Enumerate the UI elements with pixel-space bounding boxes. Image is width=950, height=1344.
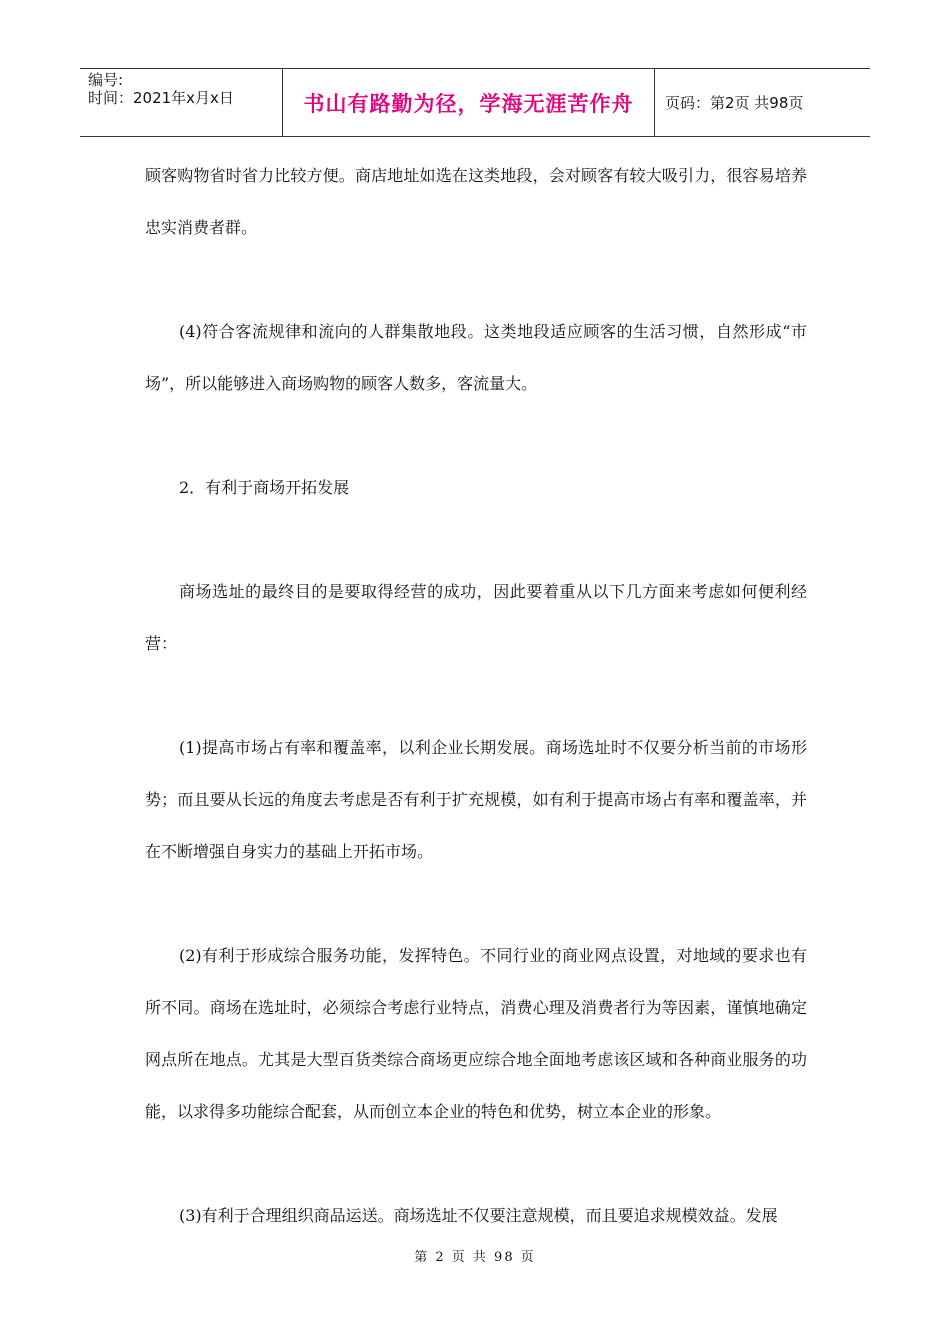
section-heading: 2．有利于商场开拓发展 [179, 478, 350, 497]
body-paragraph: 顾客购物省时省力比较方便。商店地址如选在这类地段，会对顾客有较大吸引力，很容易培养忠实消费者群。 [145, 166, 807, 237]
header-motto: 书山有路勤为径，学海无涯苦作舟 [283, 69, 655, 136]
document-time-label: 时间：2021年x月x日 [88, 89, 234, 107]
document-body [145, 150, 807, 1242]
header-meta [80, 69, 283, 136]
body-paragraph: 商场选址的最终目的是要取得经营的成功，因此要着重从以下几方面来考虑如何便利经营： [145, 582, 807, 653]
body-paragraph: (2)有利于形成综合服务功能，发挥特色。不同行业的商业网点设置，对地域的要求也有所不同。商场在选址时，必须综合考虑行业特点，消费心理及消费者行为等因素，谨慎地确定网点所在地点。尤其是大型百货类综合商场更应综合地全面地考虑该区域和各种商业服务的功能，以求得多功能综合配套，从而创立本企业的特色和优势，树立本企业的形象。 [145, 946, 807, 1121]
document-number-label: 编号: [88, 71, 124, 89]
body-paragraph: (1)提高市场占有率和覆盖率，以利企业长期发展。商场选址时不仅要分析当前的市场形势；而且要从长远的角度去考虑是否有利于扩充规模，如有利于提高市场占有率和覆盖率，并在不断增强自身实力的基础上开拓市场。 [145, 738, 807, 861]
page-footer: 第 2 页 共 98 页 [414, 1250, 536, 1265]
header-page-info: 页码：第2页 共98页 [665, 94, 804, 112]
document-header [80, 68, 870, 137]
body-paragraph: (4)符合客流规律和流向的人群集散地段。这类地段适应顾客的生活习惯，自然形成“市场”，所以能够进入商场购物的顾客人数多，客流量大。 [145, 322, 807, 393]
body-paragraph: (3)有利于合理组织商品运送。商场选址不仅要注意规模，而且要追求规模效益。发展 [179, 1206, 778, 1225]
